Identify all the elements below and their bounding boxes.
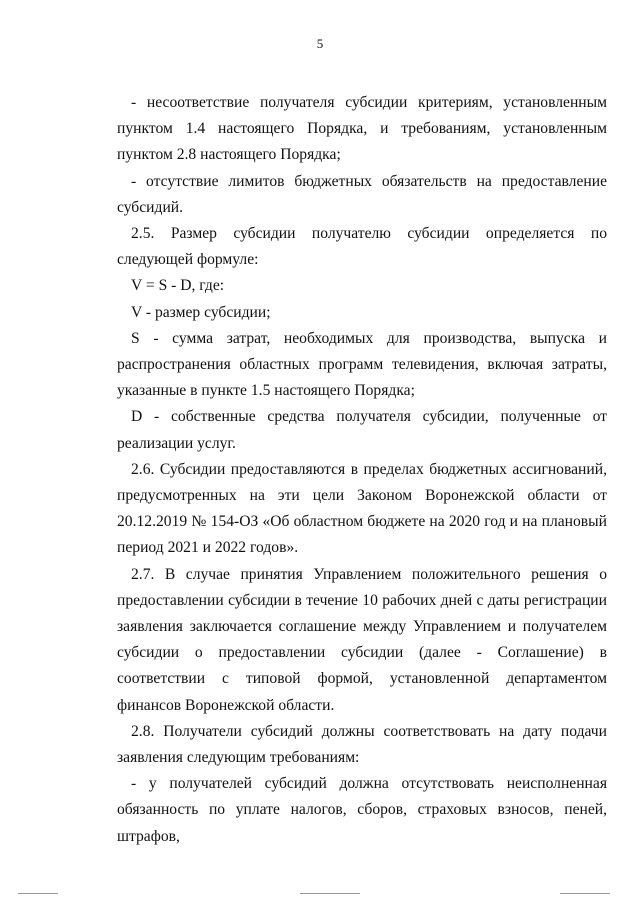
formula: V = S - D, где: <box>131 277 225 295</box>
paragraph-2-6: 2.6. Субсидии предоставляются в пределах бюджетных ассигнований, предусмотренных на эти цели Законом Воронежской области от 20.12.2019 № 154-ОЗ «Об областном бюджете на 2020 год и на плановый период 2021 и 2022 годов». <box>117 460 607 557</box>
scan-edge-marks <box>0 892 640 896</box>
formula-definition-d: D - собственные средства получателя субсидии, полученные от реализации услуг. <box>117 408 607 452</box>
paragraph-no-limits: - отсутствие лимитов бюджетных обязательств на предоставление субсидий. <box>117 172 607 216</box>
paragraph-2-8: 2.8. Получатели субсидий должны соответствовать на дату подачи заявления следующим требованиям: <box>117 722 607 767</box>
formula-definition-s: S - сумма затрат, необходимых для производства, выпуска и распространения областных программ телевидения, включая затраты, указанные в пункте 1.5 настоящего Порядка; <box>117 329 607 400</box>
page-number: 5 <box>316 36 324 51</box>
paragraph-noncompliance: - несоответствие получателя субсидии критериям, установленным пунктом 1.4 настоящего Порядка, и требованиям, установленным пунктом 2.8 настоящего Порядка; <box>117 94 607 164</box>
formula-definition-v: V - размер субсидии; <box>131 303 271 321</box>
paragraph-2-7: 2.7. В случае принятия Управлением положительного решения о предоставлении субсидии в течение 10 рабочих дней с даты регистрации заявления заключается соглашение между Управлением и получателем субсидии о предоставлении субсидии (далее - Соглашение) в соответствии с типовой формой, установленной департаментом финансов Воронежской области. <box>117 565 607 714</box>
document-body <box>117 90 607 850</box>
paragraph-requirement-taxes: - у получателей субсидий должна отсутствовать неисполненная обязанность по уплате налогов, сборов, страховых взносов, пеней, штрафов, <box>117 775 607 845</box>
paragraph-2-5: 2.5. Размер субсидии получателю субсидии определяется по следующей формуле: <box>117 225 607 269</box>
